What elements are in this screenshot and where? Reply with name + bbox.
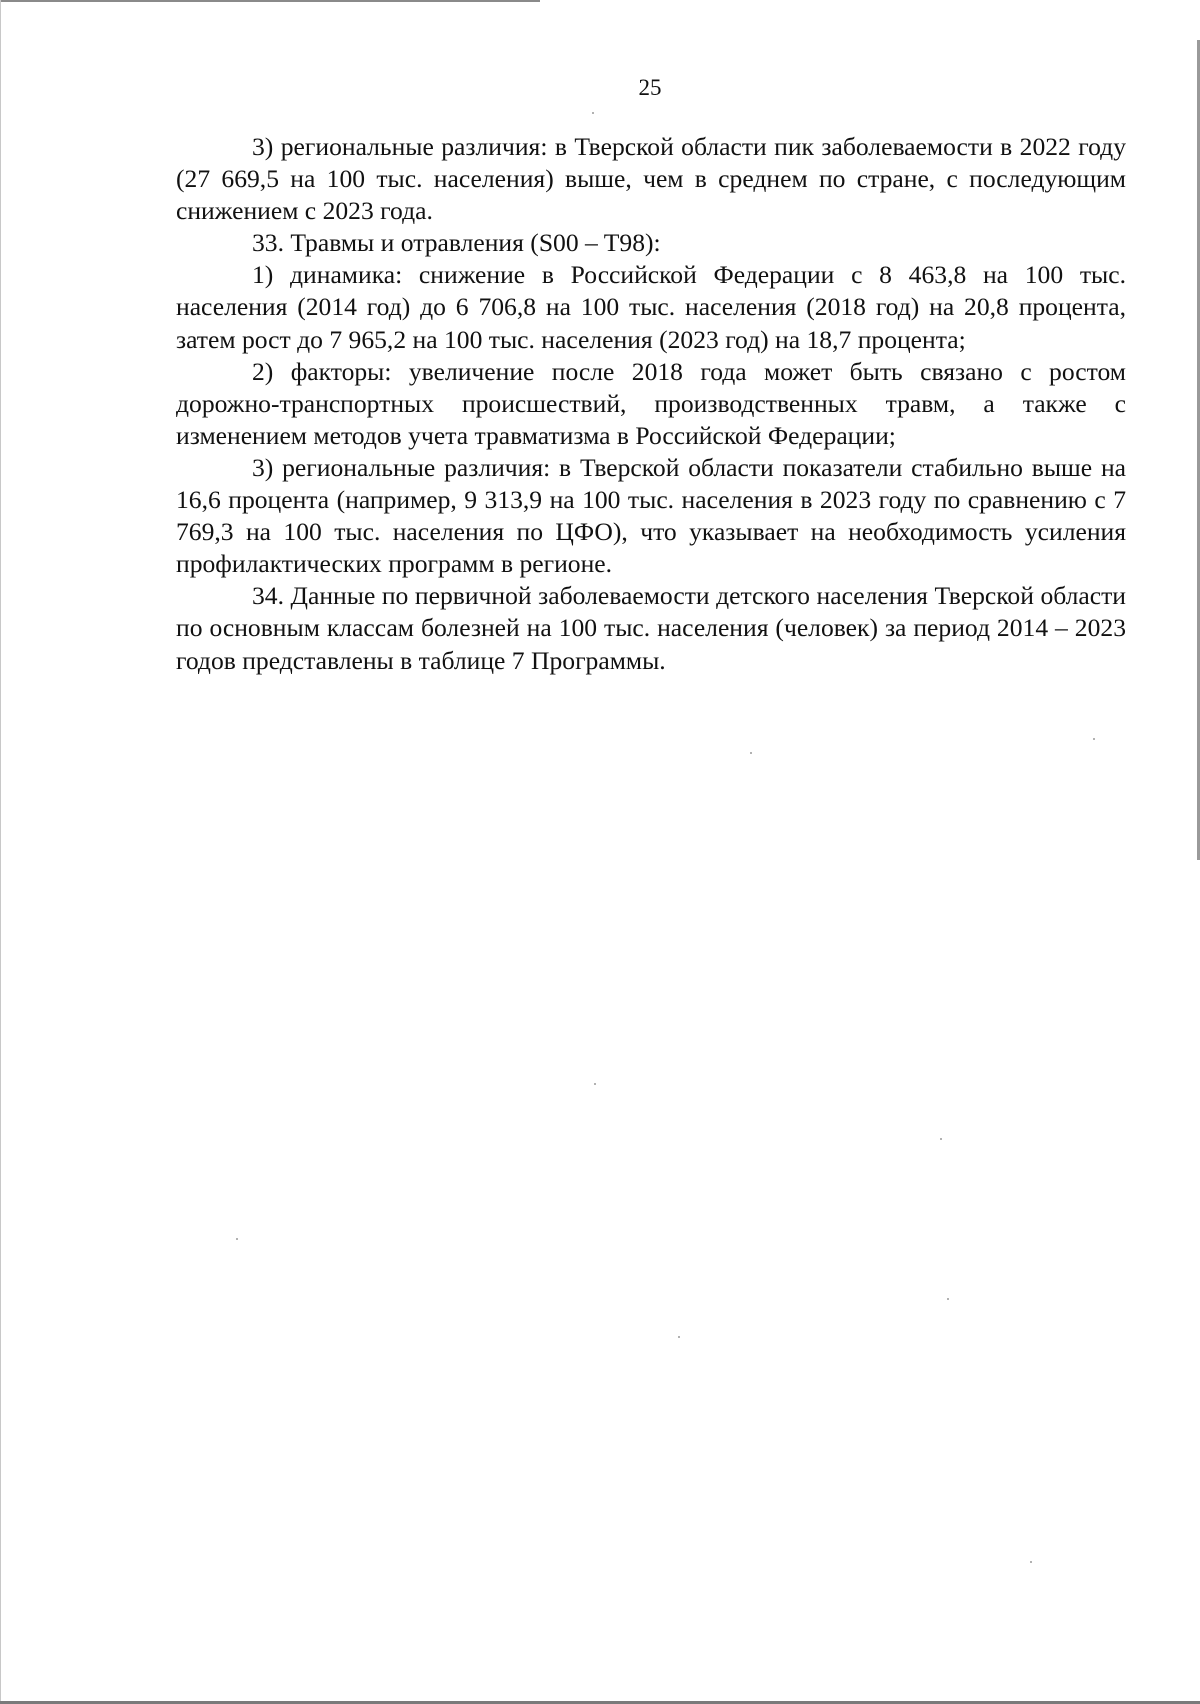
scan-edge-left <box>0 0 1 1704</box>
scan-speck <box>236 1238 238 1240</box>
scan-speck <box>594 1083 596 1085</box>
scan-edge-top <box>0 0 540 2</box>
scan-speck <box>592 112 594 114</box>
paragraph-regional-differences-1: 3) региональные различия: в Тверской области пик заболеваемости в 2022 году (27 669,5 на 100 тыс. населения) выше, чем в среднем по стране, с последующим снижением с 2023 года. <box>176 132 1126 226</box>
scan-speck <box>940 1138 942 1140</box>
paragraph-children-morbidity: 34. Данные по первичной заболеваемости детского населения Тверской области по основным классам болезней на 100 тыс. населения (человек) за период 2014 – 2023 годов представлены в таблице 7 Программы. <box>176 581 1126 675</box>
page-number: 25 <box>638 75 662 100</box>
scan-speck <box>678 1336 680 1338</box>
section-heading-injuries: 33. Травмы и отравления (S00 – T98): <box>252 228 661 258</box>
scan-speck <box>750 752 752 754</box>
scan-speck <box>1093 738 1095 740</box>
paragraph-regional-differences-2: 3) региональные различия: в Тверской области показатели стабильно выше на 16,6 процента (например, 9 313,9 на 100 тыс. населения в 2023 году по сравнению с 7 769,3 на 100 тыс. населения по ЦФО), что указывает на необходимость усиления профилактических программ в регионе. <box>176 452 1126 579</box>
paragraph-factors: 2) факторы: увеличение после 2018 года может быть связано с ростом дорожно-транспортных происшествий, производственных травм, а также с изменением методов учета травматизма в Российской Федерации; <box>176 356 1126 450</box>
paragraph-dynamics: 1) динамика: снижение в Российской Федерации с 8 463,8 на 100 тыс. населения (2014 год) до 6 706,8 на 100 тыс. населения (2018 год) на 20,8 процента, затем рост до 7 965,2 на 100 тыс. населения (2023 год) на 18,7 процента; <box>176 260 1126 354</box>
scan-speck <box>1030 1561 1032 1563</box>
scan-speck <box>947 1298 949 1300</box>
document-body <box>176 131 1126 677</box>
